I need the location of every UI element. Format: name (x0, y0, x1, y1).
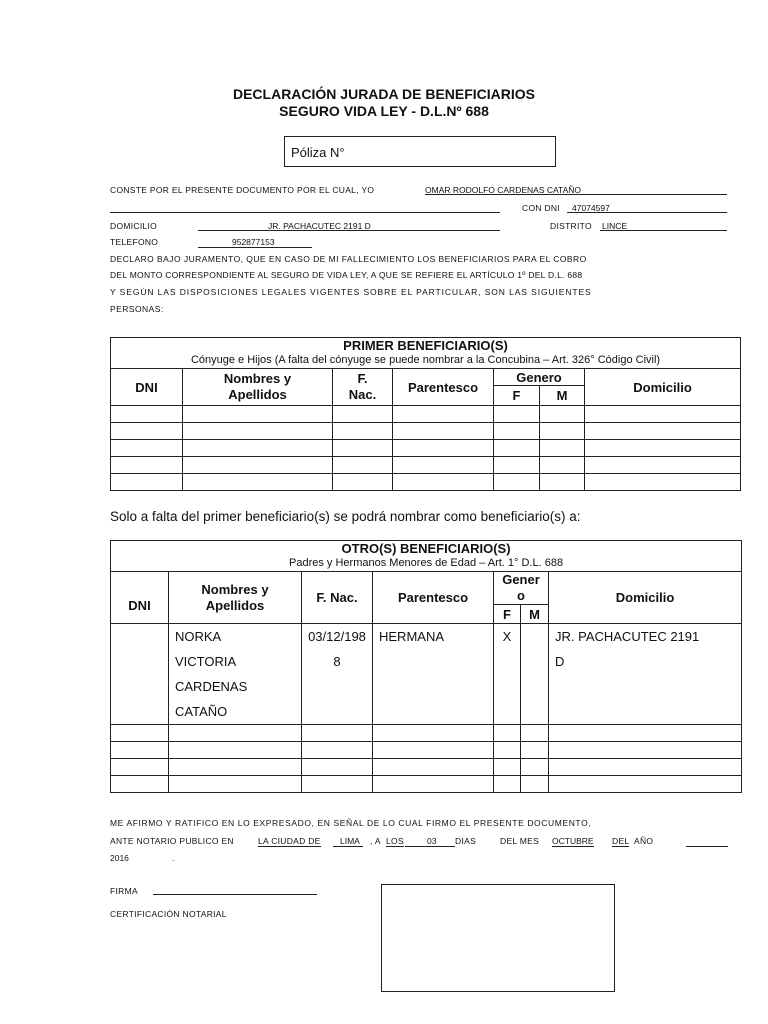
certificacion-label: CERTIFICACIÓN NOTARIAL (110, 909, 227, 919)
row1-nombres-l2: VICTORIA (175, 654, 237, 669)
ano-line (686, 846, 728, 847)
first-beneficiary-table (110, 337, 741, 491)
table-row (111, 759, 742, 776)
other-table-header (111, 541, 742, 572)
col-genero: Genero (494, 369, 585, 386)
dias-text: DIAS (455, 836, 477, 846)
col-fnac (333, 369, 393, 406)
del-mes-text: DEL MES (500, 836, 540, 846)
col-genero-l1: Gener (502, 572, 540, 587)
name-continuation-line (110, 212, 500, 213)
row1-nombres-l4: CATAÑO (175, 704, 228, 719)
row1-fnac-l1: 03/12/198 (308, 629, 366, 644)
col-parentesco: Parentesco (373, 572, 494, 624)
table-row (111, 423, 741, 440)
declaration-line-2: DEL MONTO CORRESPONDIENTE AL SEGURO DE VIDA LEY, A QUE SE REFIERE EL ARTÍCULO 1º DEL D.L. 688 (110, 270, 583, 280)
between-text: Solo a falta del primer beneficiario(s) se podrá nombrar como beneficiario(s) a: (110, 509, 581, 524)
dni-label: CON DNI (522, 203, 560, 213)
row1-nombres[interactable] (169, 624, 302, 725)
del-text: DEL (612, 836, 630, 846)
poliza-field[interactable] (284, 136, 556, 167)
table-row (111, 776, 742, 793)
table-row (111, 457, 741, 474)
col-domicilio: Domicilio (585, 369, 741, 406)
ciudad-line (333, 846, 363, 847)
col-parentesco: Parentesco (393, 369, 494, 406)
los-text: LOS (386, 836, 404, 846)
domicilio-label: DOMICILIO (110, 221, 158, 231)
first-table-subtitle: Cónyuge e Hijos (A falta del cónyuge se puede nombrar a la Concubina – Art. 326° Código Civil) (190, 354, 661, 366)
comma-a-text: , A (370, 836, 381, 846)
row1-parentesco[interactable]: HERMANA (373, 624, 494, 725)
row1-nombres-l3: CARDENAS (175, 679, 248, 694)
la-ciudad-text: LA CIUDAD DE (258, 836, 321, 846)
col-nombres-l1: Nombres y (223, 371, 292, 386)
other-beneficiary-table (110, 540, 742, 793)
col-fnac-l1: F. (357, 371, 368, 386)
day-field[interactable]: 03 (427, 836, 437, 846)
day-line (405, 846, 455, 847)
declaration-line-4: PERSONAS: (110, 304, 164, 314)
first-table-header (111, 338, 741, 369)
ciudad-field[interactable]: LIMA (340, 836, 360, 846)
telefono-label: TELEFONO (110, 237, 159, 247)
conste-text: CONSTE POR EL PRESENTE DOCUMENTO POR EL CUAL, YO (110, 185, 375, 195)
col-genero-l2: o (517, 588, 525, 603)
row1-dni[interactable] (111, 624, 169, 725)
row1-domicilio-l2: D (555, 654, 565, 669)
ante-notario-text: ANTE NOTARIO PUBLICO EN (110, 836, 234, 846)
period-text: . (172, 853, 175, 863)
col-dni: DNI (111, 572, 169, 624)
col-f: F (494, 386, 540, 406)
first-table-title: PRIMER BENEFICIARIO(S) (343, 338, 508, 353)
ano-text: AÑO (634, 836, 654, 846)
domicilio-field[interactable]: JR. PACHACUTEC 2191 D (268, 221, 371, 231)
row1-domicilio[interactable] (549, 624, 742, 725)
col-nombres-l2: Apellidos (228, 387, 287, 402)
col-f: F (494, 605, 521, 624)
poliza-label: Póliza N° (291, 145, 345, 160)
telefono-field[interactable]: 952877153 (232, 237, 275, 247)
table-row (111, 474, 741, 491)
col-domicilio: Domicilio (549, 572, 742, 624)
distrito-field[interactable]: LINCE (602, 221, 628, 231)
declarant-name-field[interactable]: OMAR RODOLFO CARDENAS CATAÑO (425, 185, 582, 195)
notarial-certification-box[interactable] (381, 884, 615, 992)
col-fnac-l2: Nac. (348, 387, 377, 402)
col-genero (494, 572, 549, 605)
col-dni: DNI (111, 369, 183, 406)
month-field[interactable]: OCTUBRE (552, 836, 594, 846)
col-nombres-l2: Apellidos (205, 597, 265, 613)
closing-line-1: ME AFIRMO Y RATIFICO EN LO EXPRESADO, EN SEÑAL DE LO CUAL FIRMO EL PRESENTE DOCUMENTO, (110, 818, 592, 828)
dni-field[interactable]: 47074597 (572, 203, 610, 213)
row1-m[interactable] (521, 624, 549, 725)
row1-f[interactable]: X (494, 624, 521, 725)
row1-fnac-l2: 8 (333, 654, 341, 669)
declaration-line-1: DECLARO BAJO JURAMENTO, QUE EN CASO DE MI FALLECIMIENTO LOS BENEFICIARIOS PARA EL COBRO (110, 254, 587, 264)
other-table-title: OTRO(S) BENEFICIARIO(S) (341, 541, 511, 556)
row1-fnac[interactable] (302, 624, 373, 725)
col-nombres (183, 369, 333, 406)
table-row (111, 624, 742, 725)
col-nombres (169, 572, 302, 624)
page-subtitle: SEGURO VIDA LEY - D.L.Nº 688 (279, 103, 489, 119)
table-row (111, 742, 742, 759)
table-row (111, 406, 741, 423)
telefono-line (198, 247, 312, 248)
firma-label: FIRMA (110, 886, 138, 896)
table-row (111, 440, 741, 457)
declaration-line-3: Y SEGÚN LAS DISPOSICIONES LEGALES VIGENTES SOBRE EL PARTICULAR, SON LAS SIGUIENTES (110, 287, 592, 297)
col-fnac: F. Nac. (302, 572, 373, 624)
col-m: M (540, 386, 585, 406)
row1-domicilio-l1: JR. PACHACUTEC 2191 (555, 629, 700, 644)
table-row (111, 725, 742, 742)
col-m: M (521, 605, 549, 624)
distrito-label: DISTRITO (550, 221, 592, 231)
other-table-subtitle: Padres y Hermanos Menores de Edad – Art. 1° D.L. 688 (289, 557, 564, 569)
year-field[interactable]: 2016 (110, 853, 129, 863)
row1-nombres-l1: NORKA (175, 629, 222, 644)
col-nombres-l1: Nombres y (201, 581, 269, 597)
firma-line[interactable] (153, 894, 317, 895)
page-title: DECLARACIÓN JURADA DE BENEFICIARIOS (232, 86, 536, 102)
